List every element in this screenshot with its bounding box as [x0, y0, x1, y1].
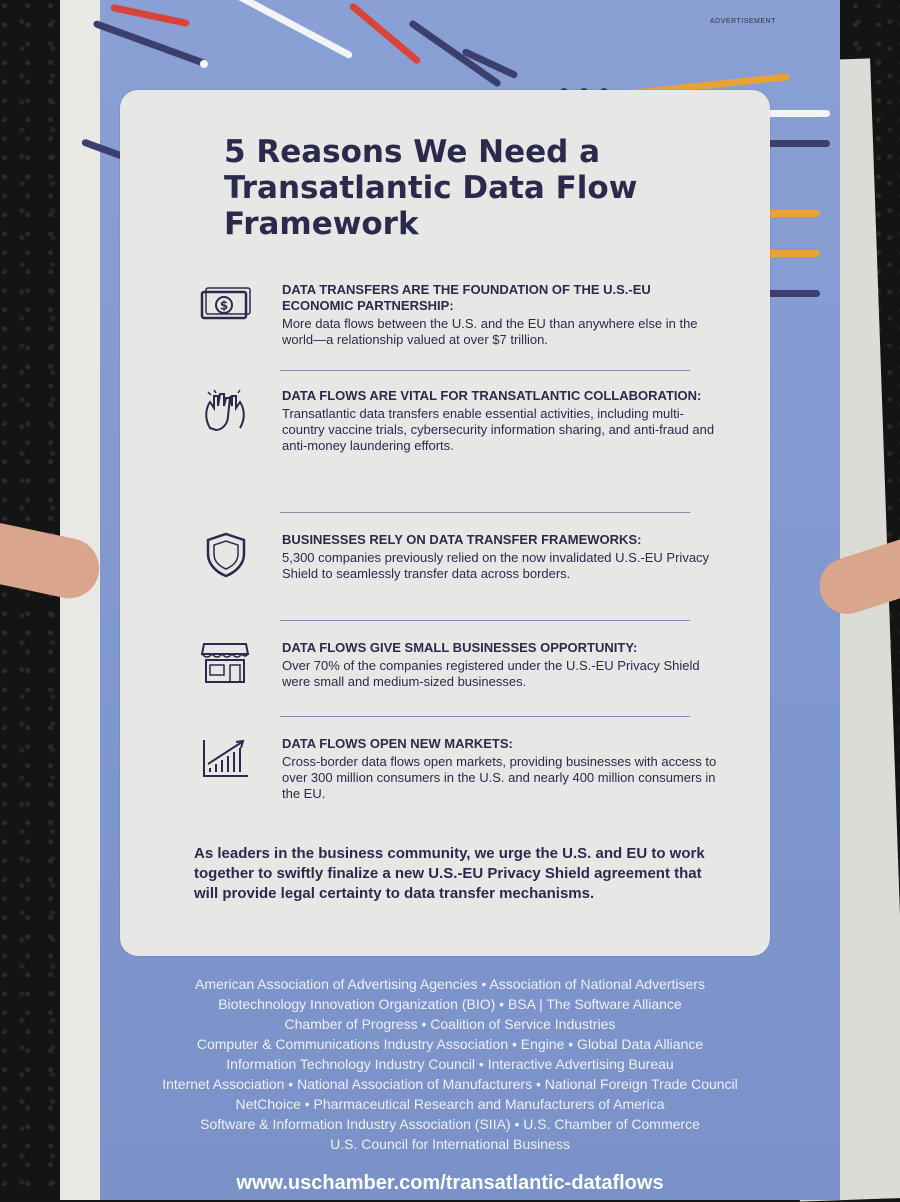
closing-statement: As leaders in the business community, we urge the U.S. and EU to work together to swiftly finalize a new U.S.-EU Privacy Shield agreement that will provide legal certainty to data transfer mechanisms.	[194, 845, 705, 902]
decorative-line	[92, 20, 207, 68]
advertisement-label: ADVERTISEMENT	[710, 18, 776, 25]
reason-title: DATA FLOWS GIVE SMALL BUSINESSES OPPORTUNITY:	[282, 640, 638, 655]
shield-icon	[200, 532, 252, 578]
high-five-icon	[200, 388, 252, 434]
reason-body: 5,300 companies previously relied on the now invalidated U.S.-EU Privacy Shield to seamlessly transfer data across borders.	[282, 550, 710, 581]
reason-body: Cross-border data flows open markets, providing businesses with access to over 300 million consumers in the U.S. and nearly 400 million consumers in the EU.	[282, 754, 717, 801]
reason-divider	[280, 716, 690, 717]
reason-title: BUSINESSES RELY ON DATA TRANSFER FRAMEWORKS:	[282, 532, 642, 547]
organizations-line: NetChoice • Pharmaceutical Research and Manufacturers of America	[235, 1096, 665, 1112]
organizations-list	[100, 974, 800, 1154]
reason-title: DATA FLOWS OPEN NEW MARKETS:	[282, 736, 513, 751]
reason-item	[200, 736, 720, 802]
reason-divider	[280, 512, 690, 513]
growth-chart-icon	[200, 736, 252, 782]
reason-item	[200, 532, 720, 582]
decorative-line	[348, 2, 421, 65]
reason-item	[200, 282, 720, 348]
reason-divider	[280, 620, 690, 621]
reason-item	[200, 388, 720, 454]
reason-body: Over 70% of the companies registered under the U.S.-EU Privacy Shield were small and medium-sized businesses.	[282, 658, 700, 689]
reason-item	[200, 640, 720, 690]
reason-body: Transatlantic data transfers enable essential activities, including multi-country vaccine trials, cybersecurity information sharing, and anti-fraud and anti-money laundering efforts.	[282, 406, 715, 453]
decorative-line	[110, 4, 190, 27]
organizations-line: Software & Information Industry Association (SIIA) • U.S. Chamber of Commerce	[200, 1116, 700, 1132]
organizations-line: Computer & Communications Industry Association • Engine • Global Data Alliance	[196, 1036, 704, 1052]
content-panel	[120, 90, 770, 956]
svg-text:$: $	[219, 298, 229, 313]
money-icon	[200, 282, 252, 328]
organizations-line: Internet Association • National Association of Manufacturers • National Foreign Trade Council	[162, 1076, 738, 1092]
reason-title: DATA TRANSFERS ARE THE FOUNDATION OF THE U.S.-EU ECONOMIC PARTNERSHIP:	[282, 282, 651, 313]
organizations-line: U.S. Council for International Business	[330, 1136, 570, 1152]
reason-body: More data flows between the U.S. and the EU than anywhere else in the world—a relationship valued at over $7 trillion.	[282, 316, 698, 347]
headline: 5 Reasons We Need a Transatlantic Data Flow Framework	[224, 134, 638, 242]
organizations-line: Information Technology Industry Council • Interactive Advertising Bureau	[226, 1056, 674, 1072]
organizations-line: Chamber of Progress • Coalition of Service Industries	[284, 1016, 616, 1032]
organizations-line: American Association of Advertising Agencies • Association of National Advertisers	[195, 976, 705, 992]
reason-divider	[280, 370, 690, 371]
decorative-dot	[200, 60, 208, 68]
decorative-line	[227, 0, 354, 59]
decorative-line	[408, 19, 502, 88]
reason-title: DATA FLOWS ARE VITAL FOR TRANSATLANTIC COLLABORATION:	[282, 388, 702, 403]
website-url: www.uschamber.com/transatlantic-dataflows	[236, 1172, 664, 1194]
storefront-icon	[200, 640, 252, 686]
organizations-line: Biotechnology Innovation Organization (BIO) • BSA | The Software Alliance	[218, 996, 682, 1012]
